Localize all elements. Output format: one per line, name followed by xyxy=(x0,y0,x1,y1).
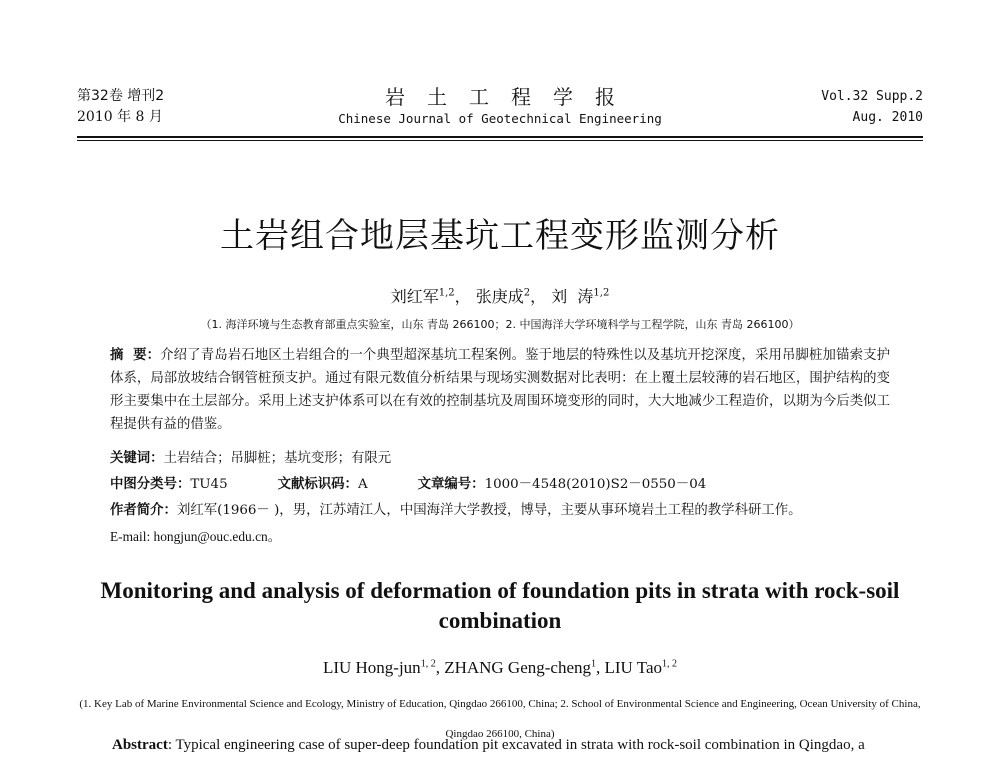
article-number-label: 文章编号： xyxy=(417,477,485,492)
paper-title-en: Monitoring and analysis of deformation of foundation pits in strata with rock-soil combination xyxy=(100,578,900,633)
author-affil-mark-en: 1 xyxy=(591,658,597,670)
author-name-en: LIU Tao xyxy=(604,658,663,677)
classification-line xyxy=(110,473,900,492)
abstract-label-cn: 摘 要： xyxy=(110,348,161,363)
journal-header xyxy=(77,86,923,134)
date-line: 2010 年 8 月 xyxy=(77,109,163,125)
clc-label: 中图分类号： xyxy=(110,477,191,492)
keywords-cn xyxy=(110,447,900,466)
abstract-text-en: : Typical engineering case of super-deep foundation pit excavated in strata with rock-soil combination in Qingdao, a xyxy=(167,737,865,753)
abstract-cn xyxy=(110,344,890,436)
author-affil-mark: 1,2 xyxy=(438,287,455,299)
article-number-value: 1000－4548(2010)S2－0550－04 xyxy=(484,477,707,492)
author-name: 刘红军 xyxy=(390,287,439,306)
journal-name-en: Chinese Journal of Geotechnical Engineering xyxy=(338,111,662,126)
author-name: 刘 涛 xyxy=(551,287,594,306)
doc-code-label: 文献标识码： xyxy=(277,477,358,492)
author-list-cn xyxy=(0,284,1000,307)
affiliation-cn: （1. 海洋环境与生态教育部重点实验室，山东 青岛 266100；2. 中国海洋大学环境科学与工程学院，山东 青岛 266100） xyxy=(200,318,800,331)
header-rule-thick xyxy=(77,136,923,138)
author-affil-mark: 2 xyxy=(523,287,531,299)
header-rule-thin xyxy=(77,140,923,141)
volume-line-en: Vol.32 Supp.2 xyxy=(821,89,923,104)
author-bio-label: 作者简介： xyxy=(110,503,177,518)
author-bio xyxy=(110,499,900,518)
author-affil-mark: 1,2 xyxy=(593,287,610,299)
author-separator-en: , xyxy=(435,658,445,677)
author-affil-mark-en: 1, 2 xyxy=(662,658,678,670)
abstract-text-cn: 介绍了青岛岩石地区土岩组合的一个典型超深基坑工程案例。鉴于地层的特殊性以及基坑开挖深度，采用吊脚桩加锚索支护体系，局部放坡结合钢管桩预支护。通过有限元数值分析结果与现场实测数据对比表明：在上覆土层较薄的岩石地区，围护结构的变形主要集中在土层部分。采用上述支护体系可以在有效的控制基坑及周围环境变形的同时，大大地减少工程造价，以期为今后类似工程提供有益的借鉴。 xyxy=(110,348,890,432)
journal-name-cn: 岩土工程学报 xyxy=(385,85,637,109)
author-list-en xyxy=(0,658,1000,678)
author-name-en: LIU Hong-jun xyxy=(322,658,421,677)
author-separator: ， xyxy=(530,287,547,306)
affiliation-en: (1. Key Lab of Marine Environmental Science and Ecology, Ministry of Education, Qingdao 266100, China; 2. School of Environmental Science and Engineering, Ocean University of China, Qingdao 266100, China) xyxy=(79,698,921,740)
author-name: 张庚成 xyxy=(475,287,524,306)
volume-line: 第32卷 增刊2 xyxy=(77,88,165,104)
clc-value: TU45 xyxy=(190,477,228,492)
author-bio-text: 刘红军(1966－ )，男，江苏靖江人，中国海洋大学教授，博导，主要从事环境岩土工程的教学科研工作。 xyxy=(176,503,802,518)
author-separator: ， xyxy=(454,287,471,306)
author-affil-mark-en: 1, 2 xyxy=(420,658,436,670)
doc-code-value: A xyxy=(357,477,368,492)
journal-name xyxy=(77,86,923,130)
keywords-label: 关键词： xyxy=(110,451,164,466)
keywords-text: 土岩结合；吊脚桩；基坑变形；有限元 xyxy=(163,451,392,466)
abstract-label-en: Abstract xyxy=(112,737,168,753)
author-name-en: ZHANG Geng-cheng xyxy=(444,658,592,677)
paper-title-cn: 土岩组合地层基坑工程变形监测分析 xyxy=(220,216,780,256)
author-email: E-mail: hongjun@ouc.edu.cn。 xyxy=(110,529,282,544)
volume-info-en xyxy=(821,86,923,128)
date-line-en: Aug. 2010 xyxy=(852,110,923,125)
author-separator-en: , xyxy=(596,658,605,677)
abstract-en xyxy=(112,737,912,754)
